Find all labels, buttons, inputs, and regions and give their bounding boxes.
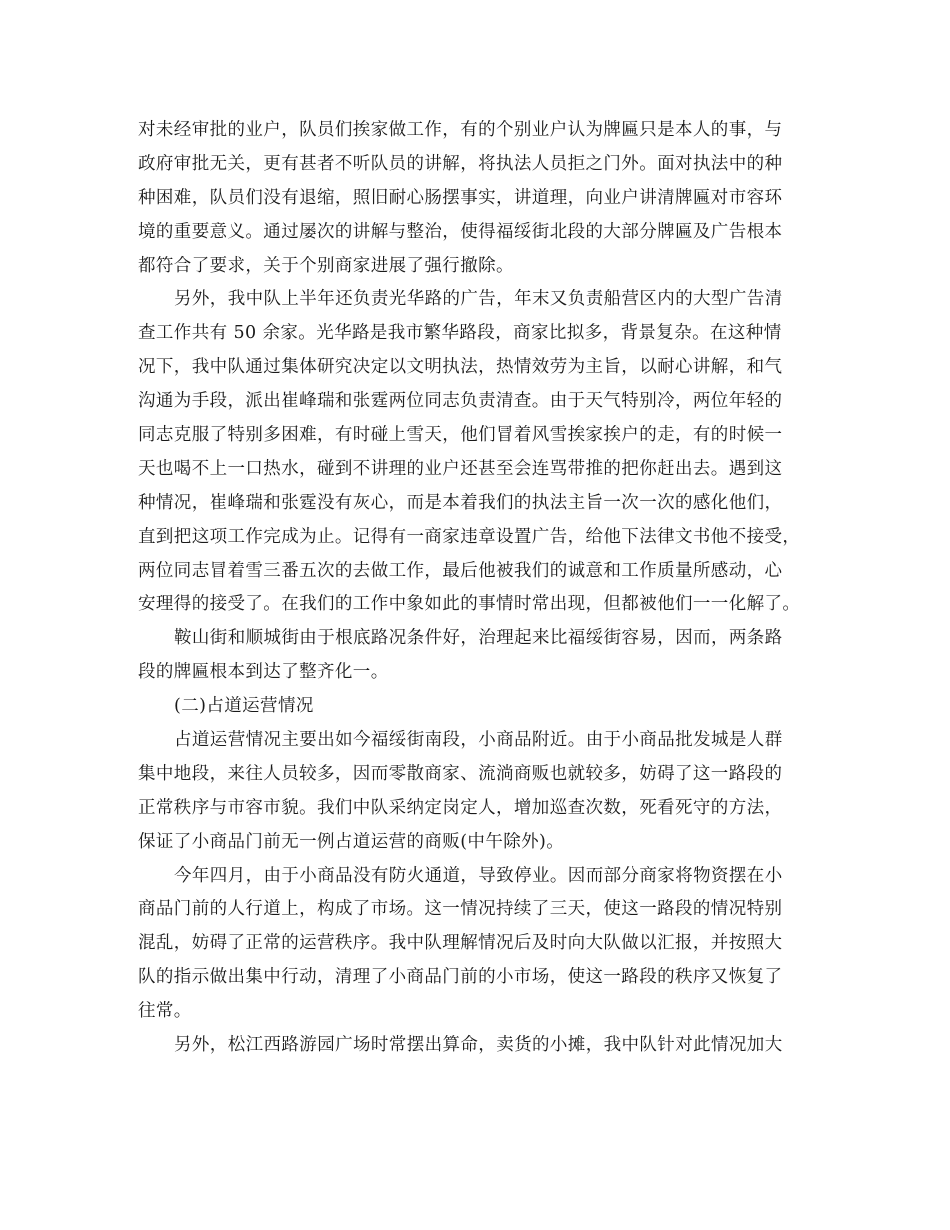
text-line: 天也喝不上一口热水，碰到不讲理的业户还甚至会连骂带推的把你赶出去。遇到这	[138, 458, 783, 479]
text-line: 沟通为手段，派出崔峰瑞和张霆两位同志负责清查。由于天气特别冷，两位年轻的	[138, 391, 783, 412]
text-line: 往常。	[138, 1001, 192, 1022]
body-text	[138, 114, 828, 1063]
text-line: 混乱，妨碍了正常的运营秩序。我中队理解情况后及时向大队做以汇报，并按照大	[138, 933, 783, 954]
paragraph-first-line: 另外，松江西路游园广场时常摆出算命，卖货的小摊，我中队针对此情况加大	[174, 1035, 783, 1056]
paragraph-first-line: 另外，我中队上半年还负责光华路的广告，年末又负责船营区内的大型广告清	[174, 289, 783, 310]
text-line: 保证了小商品门前无一例占道运营的商贩(中午除外)。	[138, 831, 565, 852]
text-line: 都符合了要求，关于个别商家进展了强行撤除。	[138, 255, 514, 276]
text-line: 商品门前的人行道上，构成了市场。这一情况持续了三天，使这一路段的情况特别	[138, 899, 783, 920]
text-line: 境的重要意义。通过屡次的讲解与整治，使得福绥街北段的大部分牌匾及广告根本	[138, 221, 783, 242]
text-line: 队的指示做出集中行动，清理了小商品门前的小市场，使这一路段的秩序又恢复了	[138, 967, 783, 988]
text-line: 直到把这项工作完成为止。记得有一商家违章设置广告，给他下法律文书他不接受，	[138, 526, 801, 547]
text-line: 安理得的接受了。在我们的工作中象如此的事情时常出现，但都被他们一一化解了。	[138, 594, 801, 615]
text-line: 正常秩序与市容市貌。我们中队采纳定岗定人，增加巡查次数，死看死守的方法，	[138, 797, 783, 818]
text-line: 段的牌匾根本到达了整齐化一。	[138, 662, 389, 683]
text-line: 政府审批无关，更有甚者不听队员的讲解，将执法人员拒之门外。面对执法中的种	[138, 153, 783, 174]
paragraph-first-line: (二)占道运营情况	[174, 696, 314, 717]
text-line: 种困难，队员们没有退缩，照旧耐心肠摆事实，讲道理，向业户讲清牌匾对市容环	[138, 187, 783, 208]
text-line: 集中地段，来往人员较多，因而零散商家、流淌商贩也就较多，妨碍了这一路段的	[138, 763, 783, 784]
paragraph-first-line: 鞍山街和顺城街由于根底路况条件好，治理起来比福绥街容易，因而，两条路	[174, 628, 783, 649]
text-line: 种情况，崔峰瑞和张霆没有灰心，而是本着我们的执法主旨一次一次的感化他们，	[138, 492, 783, 513]
text-line: 况下，我中队通过集体研究决定以文明执法，热情效劳为主旨，以耐心讲解，和气	[138, 357, 783, 378]
text-line: 查工作共有 50 余家。光华路是我市繁华路段，商家比拟多，背景复杂。在这种情	[138, 323, 782, 344]
paragraph-first-line: 今年四月，由于小商品没有防火通道，导致停业。因而部分商家将物资摆在小	[174, 865, 783, 886]
text-line: 对未经审批的业户，队员们挨家做工作，有的个别业户认为牌匾只是本人的事，与	[138, 120, 783, 140]
text-line: 同志克服了特别多困难，有时碰上雪天，他们冒着风雪挨家挨户的走，有的时候一	[138, 425, 783, 446]
paragraph-first-line: 占道运营情况主要出如今福绥街南段，小商品附近。由于小商品批发城是人群	[174, 730, 783, 751]
text-line: 两位同志冒着雪三番五次的去做工作，最后他被我们的诚意和工作质量所感动，心	[138, 560, 783, 581]
